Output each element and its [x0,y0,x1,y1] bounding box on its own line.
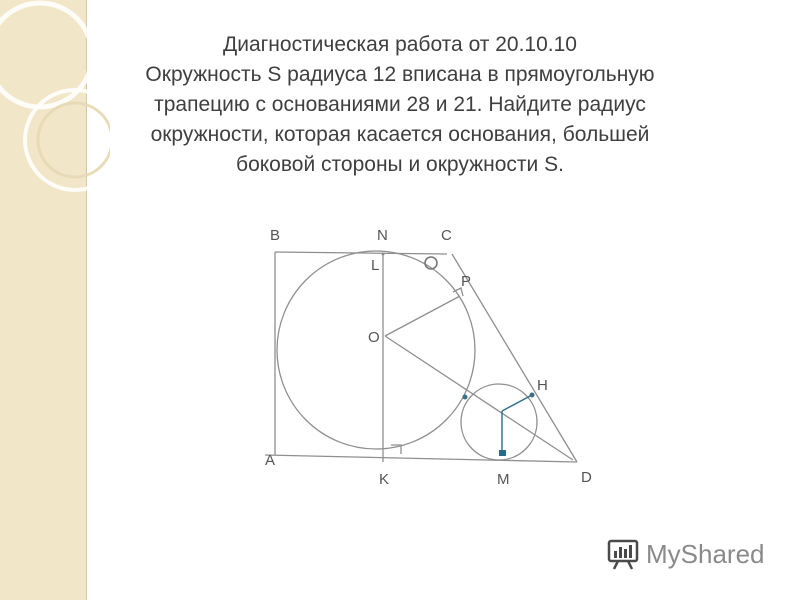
label-n: N [377,227,388,244]
radius-to-h [502,395,532,411]
deco-ring-3 [38,103,110,177]
myshared-logo-text: MyShared [646,538,765,569]
problem-line: боковой стороны и окружности S. [236,153,564,176]
label-p: P [461,273,472,290]
base-ad [265,455,577,462]
label-k: K [379,471,390,488]
label-d: D [581,469,592,486]
label-l: L [371,257,380,274]
geometry-figure [255,210,600,495]
myshared-logo-icon [606,538,640,570]
label-h: H [537,377,548,394]
problem-line: трапецию с основаниями 28 и 21. Найдите радиус [154,93,646,116]
myshared-logo [606,537,765,571]
tangency-point [463,395,468,400]
point-h [530,393,535,398]
label-m: M [497,471,510,488]
problem-statement [120,30,680,180]
radius-op [385,296,460,336]
label-a: A [265,452,276,469]
point-n [382,253,385,256]
label-b: B [270,227,281,244]
label-c: C [441,227,452,244]
problem-line: окружности, которая касается основания, большей [150,123,650,146]
circle-s [277,251,475,449]
problem-line: Окружность S радиуса 12 вписана в прямоугольную [145,63,655,86]
decorative-rings [0,0,110,260]
point-m-marker [499,450,506,456]
small-circle [461,384,537,460]
title-line: Диагностическая работа от 20.10.10 [223,33,577,56]
label-o: O [368,329,380,346]
